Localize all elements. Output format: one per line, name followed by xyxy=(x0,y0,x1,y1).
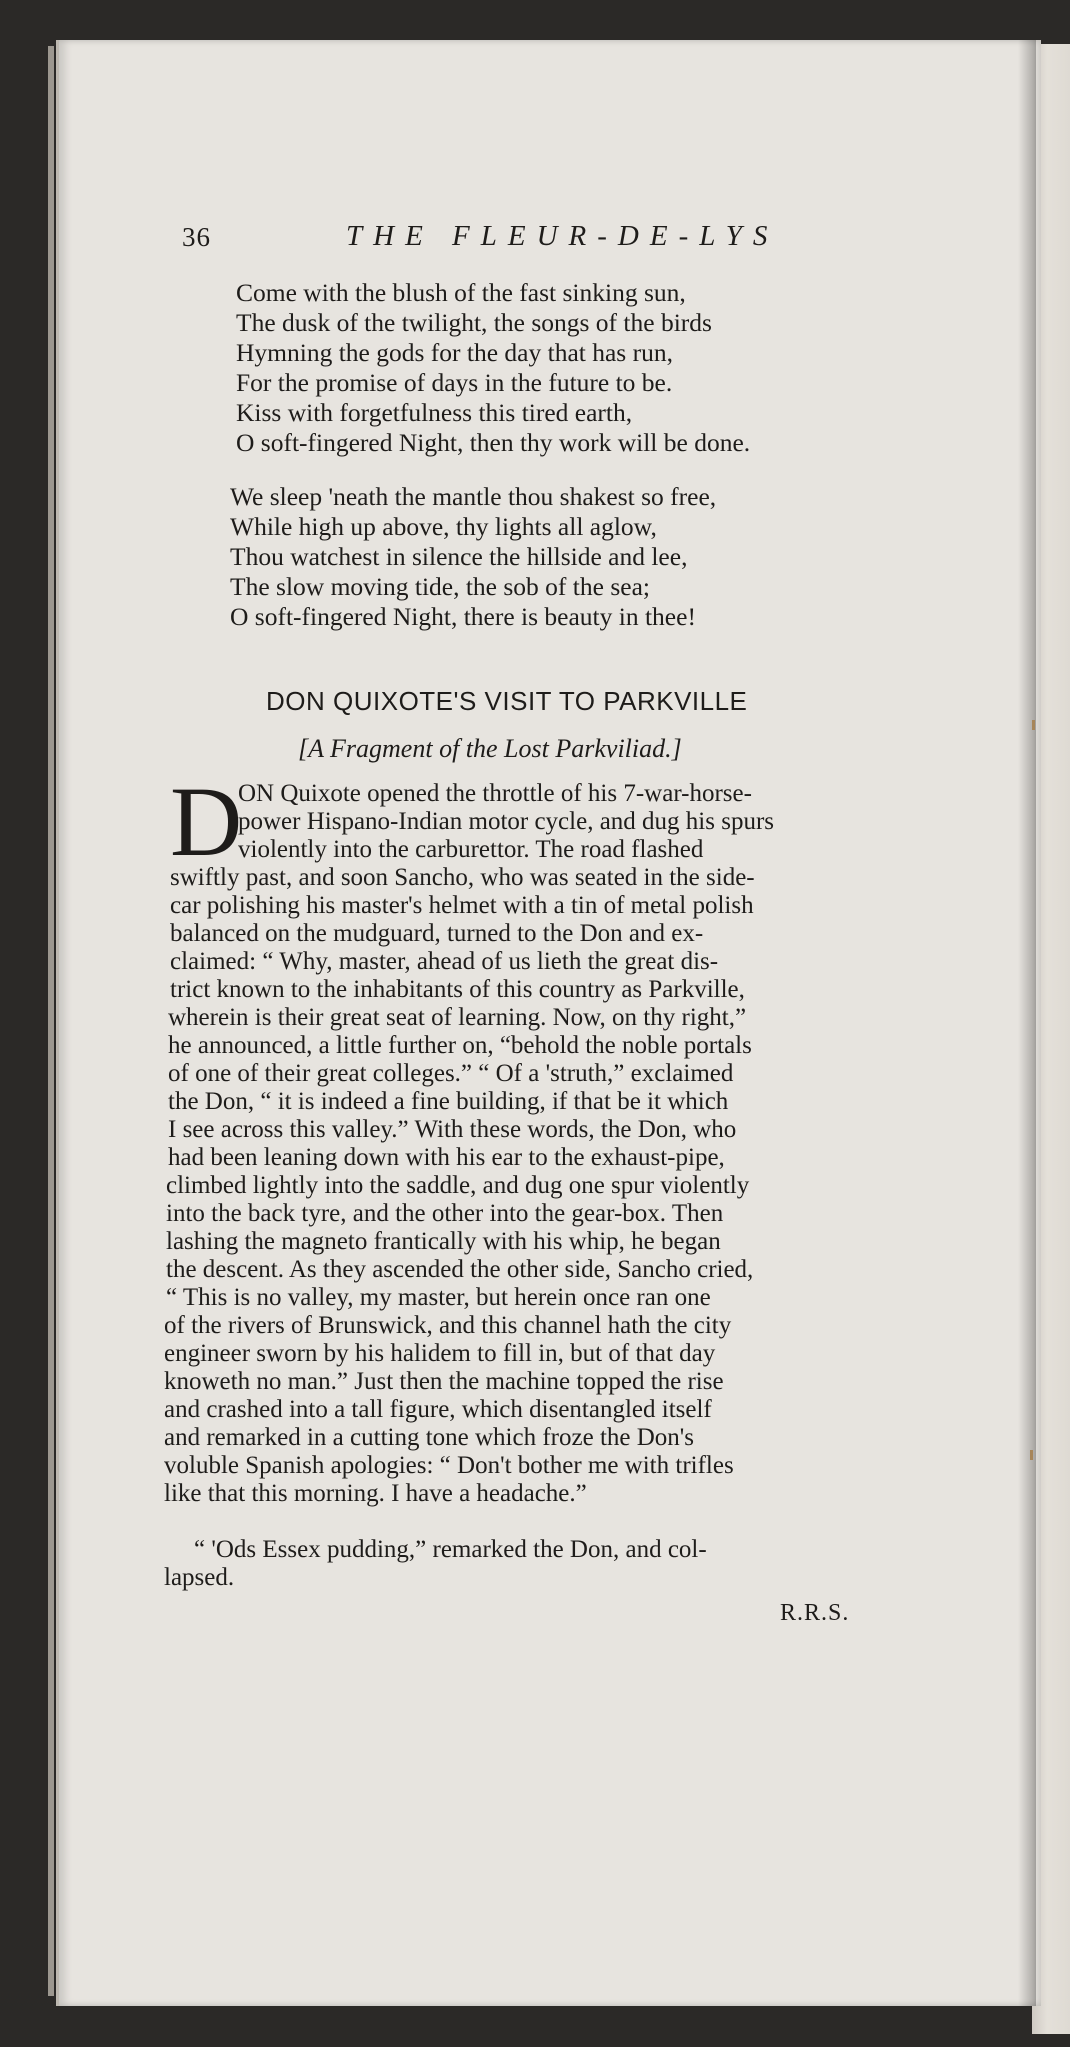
prose-line: ON Quixote opened the throttle of his 7-war-horse- xyxy=(238,780,752,807)
page-edge-speck xyxy=(1030,1450,1033,1460)
prose-line: wherein is their great seat of learning. Now, on thy right,” xyxy=(168,1004,747,1031)
running-title: THE FLEUR-DE-LYS xyxy=(346,220,779,252)
prose-line: lashing the magneto frantically with his whip, he began xyxy=(166,1228,721,1255)
prose-line: car polishing his master's helmet with a tin of metal polish xyxy=(170,892,754,919)
verse-line: Kiss with forgetfulness this tired earth, xyxy=(236,398,633,427)
verse-line: We sleep 'neath the mantle thou shakest so free, xyxy=(230,482,717,511)
prose-line: into the back tyre, and the other into the gear-box. Then xyxy=(166,1200,724,1227)
article-subtitle: [A Fragment of the Lost Parkviliad.] xyxy=(298,734,682,763)
verse-line: The dusk of the twilight, the songs of the birds xyxy=(236,308,712,337)
prose-line: had been leaning down with his ear to the exhaust-pipe, xyxy=(168,1144,725,1171)
page-edge-speck xyxy=(1032,720,1035,730)
prose-line: and remarked in a cutting tone which froze the Don's xyxy=(164,1424,695,1451)
verse-line: O soft-fingered Night, then thy work will be done. xyxy=(236,428,751,457)
verse-line: The slow moving tide, the sob of the sea; xyxy=(230,572,650,601)
prose-line: “ 'Ods Essex pudding,” remarked the Don, and col- xyxy=(194,1536,707,1563)
prose-line: voluble Spanish apologies: “ Don't bother me with trifles xyxy=(164,1452,734,1479)
prose-line: climbed lightly into the saddle, and dug one spur violently xyxy=(166,1172,750,1199)
prose-line: claimed: “ Why, master, ahead of us lieth the great dis- xyxy=(170,948,719,975)
page-number: 36 xyxy=(182,222,211,252)
verse-line: Come with the blush of the fast sinking sun, xyxy=(236,278,686,307)
verse-line: While high up above, thy lights all aglow, xyxy=(230,512,657,541)
article-title: DON QUIXOTE'S VISIT TO PARKVILLE xyxy=(266,686,748,716)
verse-line: Thou watchest in silence the hillside and lee, xyxy=(230,542,688,571)
prose-line: trict known to the inhabitants of this country as Parkville, xyxy=(170,976,745,1003)
verse-line: For the promise of days in the future to be. xyxy=(236,368,673,397)
binding-gutter xyxy=(1018,40,1036,2006)
verse-line: Hymning the gods for the day that has run, xyxy=(236,338,673,367)
prose-line: lapsed. xyxy=(164,1564,235,1591)
prose-line: power Hispano-Indian motor cycle, and dug his spurs xyxy=(238,808,774,835)
prose-line: balanced on the mudguard, turned to the Don and ex- xyxy=(170,920,704,947)
prose-line: of one of their great colleges.” “ Of a 'struth,” exclaimed xyxy=(168,1060,734,1087)
verse-line: O soft-fingered Night, there is beauty in thee! xyxy=(230,602,696,631)
prose-line: of the rivers of Brunswick, and this channel hath the city xyxy=(164,1312,732,1339)
prose-line: “ This is no valley, my master, but herein once ran one xyxy=(166,1284,711,1311)
page-stack-edge xyxy=(48,46,54,1996)
prose-line: knoweth no man.” Just then the machine topped the rise xyxy=(164,1368,724,1395)
prose-line: the descent. As they ascended the other side, Sancho cried, xyxy=(166,1256,754,1283)
prose-line: and crashed into a tall figure, which disentangled itself xyxy=(164,1396,712,1423)
prose-line: violently into the carburettor. The road flashed xyxy=(238,836,704,863)
prose-line: swiftly past, and soon Sancho, who was seated in the side- xyxy=(170,864,755,891)
prose-line: he announced, a little further on, “behold the noble portals xyxy=(168,1032,752,1059)
prose-line: like that this morning. I have a headache.” xyxy=(164,1480,587,1507)
prose-line: the Don, “ it is indeed a fine building, if that be it which xyxy=(168,1088,729,1115)
drop-cap: D xyxy=(170,766,243,877)
author-initials: R.R.S. xyxy=(780,1600,850,1626)
prose-line: engineer sworn by his halidem to fill in, but of that day xyxy=(164,1340,716,1367)
prose-line: I see across this valley.” With these words, the Don, who xyxy=(168,1116,737,1143)
